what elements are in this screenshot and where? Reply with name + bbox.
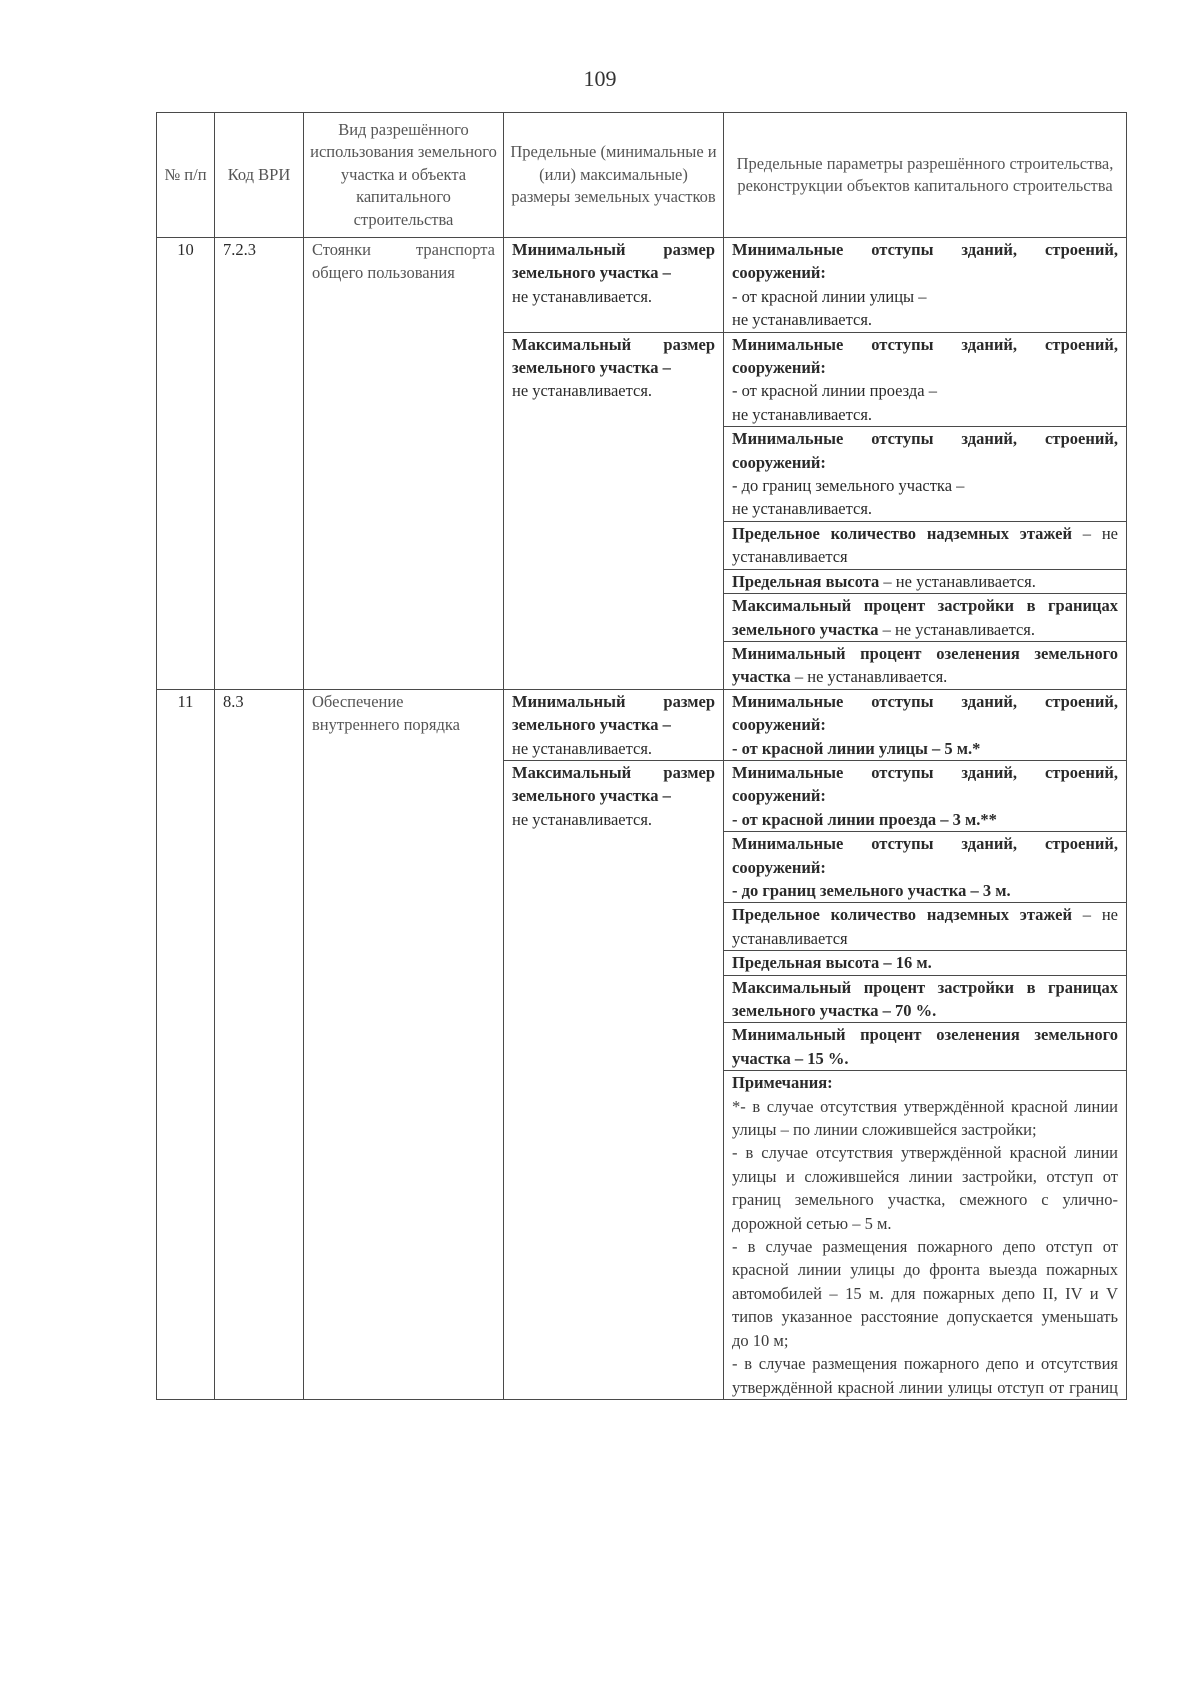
param-rest: – не устанавливается [732,905,1118,948]
param-title: Минимальные отступы зданий, строений, сооружений: [732,240,1118,283]
param-rest: – не устанавливается [732,523,1118,567]
header-params: Предельные параметры разрешённого строительства, реконструкции объектов капитального строительства [724,113,1127,238]
param-cell [724,569,1127,593]
param-title: Предельное количество надземных этажей [732,523,1073,543]
param-cell [724,594,1127,642]
param-title: Предельная высота [732,571,880,591]
param-title: Минимальные отступы зданий, строений, сооружений: [732,762,1118,806]
header-use: Вид разрешённого использования земельного участка и объекта капитального строительства [304,113,504,238]
header-code: Код ВРИ [215,113,304,238]
param-title: Минимальные отступы зданий, строений, сооружений: [732,334,1118,378]
param-rest: не устанавливается. [732,404,873,424]
table-row [157,238,1127,333]
param-cell [724,903,1127,951]
param-cell [724,832,1127,903]
row-use: Стоянки транспорта общего пользования [304,238,504,690]
param-title: Минимальные отступы зданий, строений, сооружений: [732,429,1118,472]
note-paragraph: - в случае размещения пожарного депо и отсутствия утверждённой красной линии улицы отступ от границ [732,1354,1118,1397]
size-max-cell [504,332,724,689]
note-paragraph: *- в случае отсутствия утверждённой красной линии улицы – по линии сложившейся застройки; [732,1096,1118,1140]
notes-title: Примечания: [732,1073,833,1093]
size-max-cell [504,760,724,1399]
param-title: Минимальные отступы зданий, строений, сооружений: [732,691,1118,735]
param-line: - от красной линии улицы – 5 м.* [732,738,981,758]
param-rest: не устанавливается. [732,310,873,330]
param-cell [724,689,1127,760]
row-number: 10 [157,238,215,690]
param-line: - от красной линии проезда – [732,381,937,401]
size-min-label: Минимальный размер земельного участка – [512,691,715,735]
regulations-table [156,112,1127,1400]
param-rest: – не устанавливается. [879,571,1036,591]
param-title: Предельная высота – 16 м. [732,953,932,973]
param-cell [724,521,1127,569]
note-paragraph: - в случае размещения пожарного депо отступ от красной линии улицы до фронта выезда пожарных автомобилей – 15 м. для пожарных депо II, IV и V типов указанное расстояние допускается уменьшать до 10 м; [732,1237,1118,1350]
param-title: Минимальные отступы зданий, строений, сооружений: [732,834,1118,877]
size-max-label: Максимальный размер земельного участка – [512,762,715,806]
param-cell [724,641,1127,689]
param-rest: – не устанавливается. [790,667,948,687]
param-cell [724,427,1127,522]
header-sizes: Предельные (минимальные и (или) максимальные) размеры земельных участков [504,113,724,238]
size-min-value: не устанавливается. [512,286,653,306]
param-line: - до границ земельного участка – [732,476,965,496]
param-cell [724,760,1127,831]
size-min-cell [504,689,724,760]
param-cell [724,951,1127,975]
row-code: 7.2.3 [215,238,304,690]
param-line: - от красной линии улицы – [732,286,927,306]
param-title: Минимальный процент озеленения земельного участка – 15 %. [732,1025,1118,1068]
param-cell [724,1023,1127,1071]
size-min-cell [504,238,724,333]
notes-cell [724,1071,1127,1400]
param-title: Максимальный процент застройки в границах земельного участка – 70 %. [732,977,1118,1020]
size-max-value: не устанавливается. [512,381,653,401]
param-line: - до границ земельного участка – 3 м. [732,880,1011,900]
param-rest: – не устанавливается. [878,619,1036,639]
param-title: Максимальный процент застройки в границах земельного участка [732,596,1118,639]
param-rest: не устанавливается. [732,499,873,519]
page-number: 109 [583,66,617,91]
size-min-value: не устанавливается. [512,738,653,758]
param-cell [724,332,1127,427]
row-number: 11 [157,689,215,1399]
row-use: Обеспечение внутреннего порядка [304,689,504,1399]
param-cell [724,975,1127,1023]
table-header-row [157,113,1127,238]
size-max-value: не устанавливается. [512,809,653,829]
param-title: Предельное количество надземных этажей [732,905,1073,925]
param-title: Минимальный процент озеленения земельного участка [732,643,1118,687]
param-line: - от красной линии проезда – 3 м.** [732,809,997,829]
size-max-label: Максимальный размер земельного участка – [512,334,715,378]
note-paragraph: - в случае отсутствия утверждённой красной линии улицы и сложившейся линии застройки, отступ от границ земельного участка, смежного с улично-дорожной сетью – 5 м. [732,1143,1118,1233]
header-num: № п/п [157,113,215,238]
size-min-label: Минимальный размер земельного участка – [512,240,715,283]
row-code: 8.3 [215,689,304,1399]
table-row [157,689,1127,760]
param-cell [724,238,1127,333]
